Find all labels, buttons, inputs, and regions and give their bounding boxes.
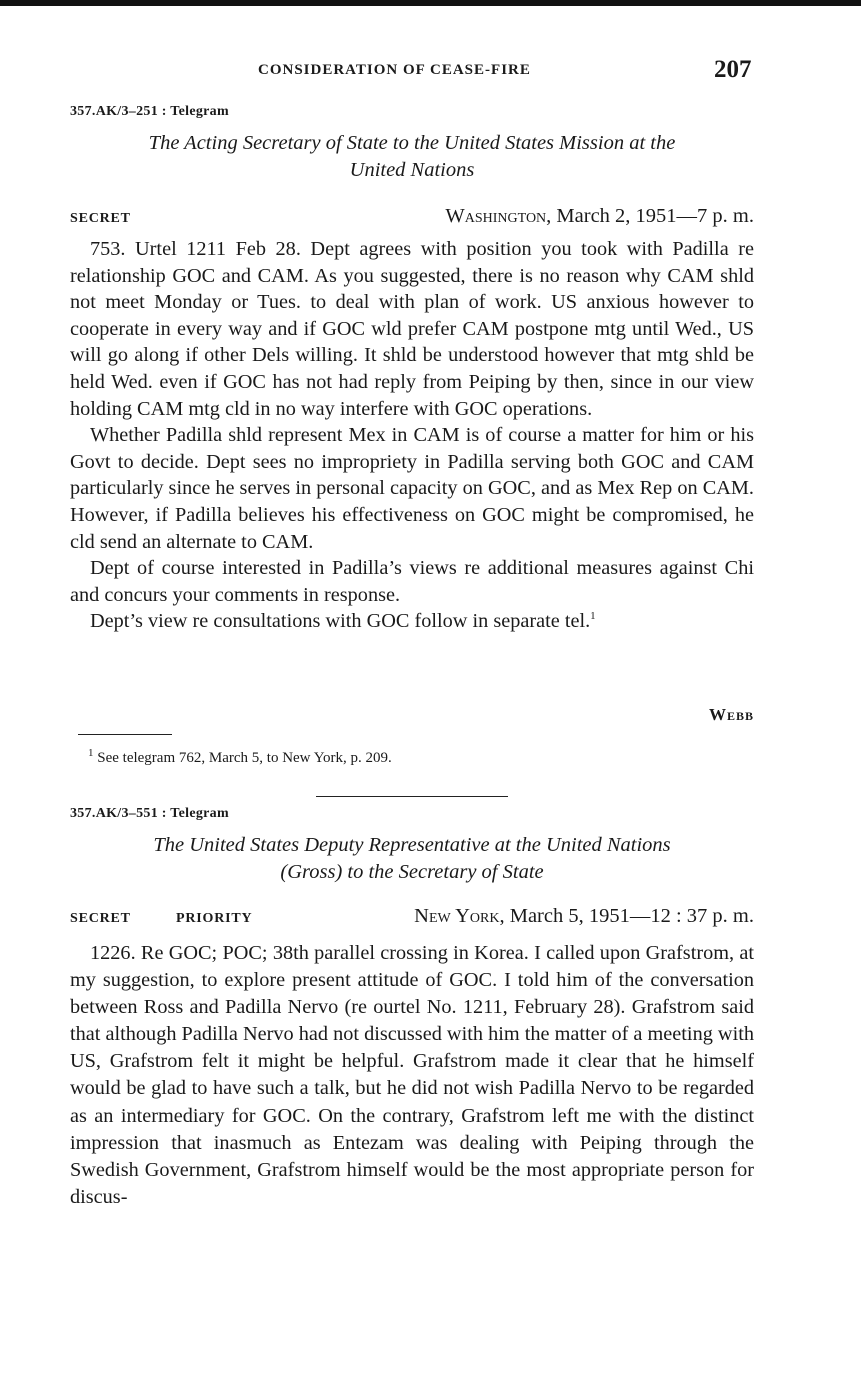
doc1-paragraph-1: 753. Urtel 1211 Feb 28. Dept agrees with position you took with Padilla re relationship GOC and CAM. As you suggested, there is no reason why CAM shld not meet Monday or Tues. to deal with plan of work. US anxious however to cooperate in every way and if GOC wld prefer CAM postpone mtg until Wed., US will go along if other Dels willing. It shld be understood however that mtg shld be held Wed. even if GOC has not had reply from Peiping by then, since in our view holding CAM mtg cld in no way interfere with GOC operations. [70, 238, 754, 420]
doc2-title [70, 832, 754, 886]
doc2-title-line1: The United States Deputy Representative at the United Nations [153, 834, 671, 856]
document-separator [316, 796, 508, 797]
doc2-dateline-place: New York, [414, 905, 505, 927]
doc1-paragraph-4-text: Dept’s view re consultations with GOC follow in separate tel. [90, 610, 591, 633]
footnote-marker: 1 [88, 747, 94, 759]
footnote [88, 747, 392, 767]
doc1-title-line1: The Acting Secretary of State to the United States Mission at the [148, 132, 676, 154]
doc2-title-line2: (Gross) to the Secretary of State [280, 861, 544, 883]
doc2-dateline-date: March 5, 1951—12 : 37 p. m. [509, 905, 754, 927]
running-head: CONSIDERATION OF CEASE-FIRE [258, 62, 531, 78]
doc2-priority: PRIORITY [176, 911, 253, 926]
doc1-dateline-date: March 2, 1951—7 p. m. [556, 205, 754, 227]
doc1-classification: SECRET [70, 211, 131, 226]
doc1-signature: Webb [708, 705, 754, 724]
doc1-dateline [330, 205, 754, 228]
page-top-border [0, 0, 861, 6]
doc1-paragraph-3: Dept of course interested in Padilla’s views re additional measures against Chi and concurs your comments in response. [70, 557, 754, 606]
doc2-paragraph-1: 1226. Re GOC; POC; 38th parallel crossing in Korea. I called upon Grafstrom, at my suggestion, to explore present attitude of GOC. I told him of the conversation between Ross and Padilla Nervo (re ourtel No. 1211, February 28). Grafstrom said that although Padilla Nervo had not discussed with him the matter of a meeting with US, Grafstrom felt it might be helpful. Grafstrom made it clear that he himself would be glad to have such a talk, but he did not wish Padilla Nervo to be regarded as an intermediary for GOC. On the contrary, Grafstrom left me with the distinct impression that inasmuch as Entezam was dealing with Peiping through the Swedish Government, Grafstrom himself would be the most appropriate person for discus- [70, 942, 754, 1208]
doc1-title [70, 130, 754, 184]
doc2-reference: 357.AK/3–551 : Telegram [70, 806, 229, 821]
doc1-dateline-place: Washington, [445, 205, 552, 227]
doc1-paragraph-4 [70, 608, 754, 635]
doc1-title-line2: United Nations [349, 159, 475, 181]
doc1-body [70, 236, 754, 635]
doc2-classification: SECRET [70, 911, 131, 926]
doc2-dateline [330, 905, 754, 928]
page-number: 207 [714, 56, 752, 83]
doc2-body [70, 940, 754, 1211]
footnote-ref-marker: 1 [590, 610, 596, 623]
footnote-rule [78, 734, 172, 735]
doc1-paragraph-2: Whether Padilla shld represent Mex in CAM is of course a matter for him or his Govt to decide. Dept sees no impropriety in Padilla serving both GOC and CAM particularly since he serves in personal capacity on GOC, and as Mex Rep on CAM. However, if Padilla believes his effectiveness on GOC might be compromised, he cld send an alternate to CAM. [70, 424, 754, 553]
doc1-reference: 357.AK/3–251 : Telegram [70, 104, 229, 119]
footnote-text: See telegram 762, March 5, to New York, p. 209. [97, 750, 392, 766]
